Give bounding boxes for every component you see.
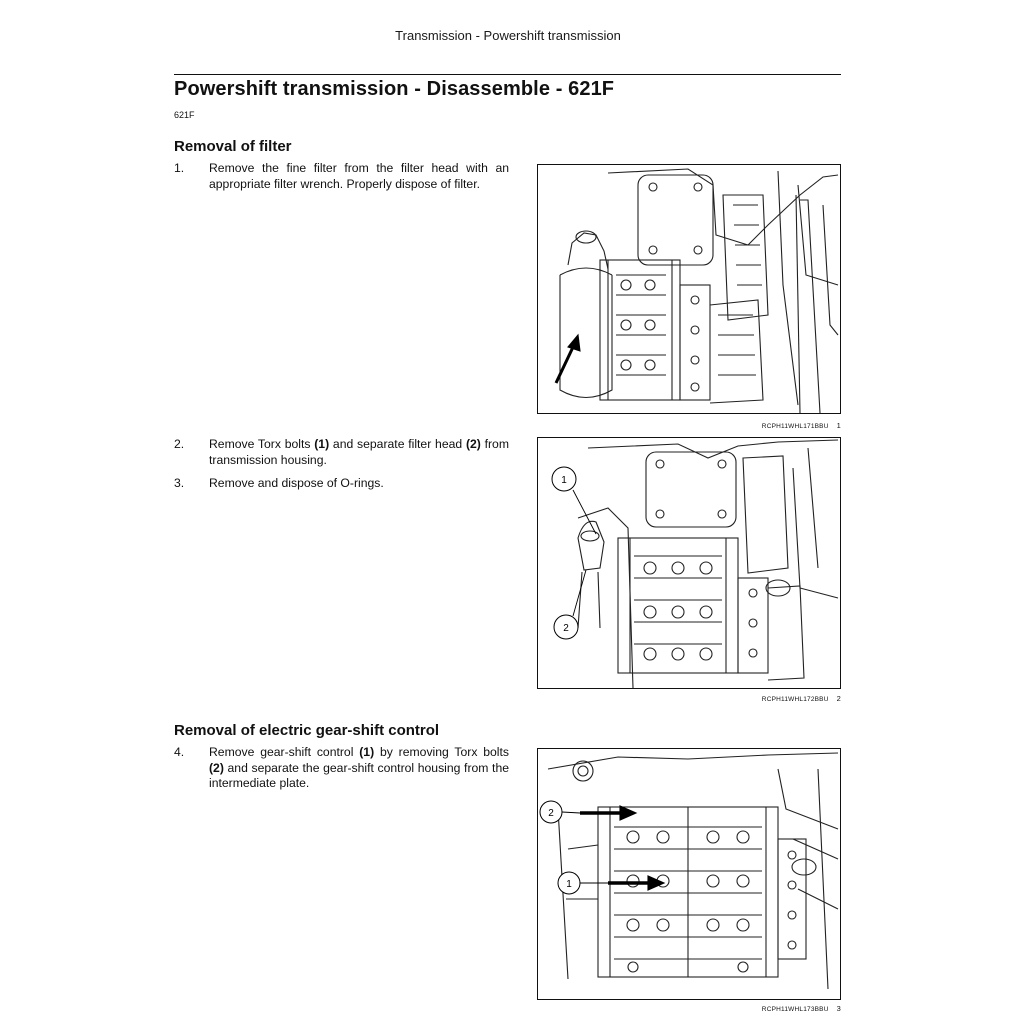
figure-code: RCPH11WHL172BBU bbox=[761, 696, 829, 703]
step-text-part: Remove gear-shift control bbox=[209, 745, 360, 759]
step-text-part: by removing Torx bolts bbox=[374, 745, 509, 759]
callout-label: 2 bbox=[548, 808, 554, 819]
figure-2-filter-head-illustration bbox=[537, 437, 841, 689]
figure-code: RCPH11WHL171BBU bbox=[761, 423, 829, 430]
step-1 bbox=[174, 161, 509, 192]
filter-head-drawing bbox=[538, 438, 840, 688]
step-2 bbox=[174, 437, 509, 468]
step-text-part: Remove Torx bolts bbox=[209, 437, 315, 451]
step-3 bbox=[174, 476, 509, 492]
figure-1-caption bbox=[700, 421, 841, 430]
step-4 bbox=[174, 745, 509, 792]
step-text: Remove and dispose of O-rings. bbox=[209, 476, 384, 490]
step-number: 4. bbox=[174, 745, 185, 759]
section-heading-removal-of-filter: Removal of filter bbox=[174, 138, 292, 155]
callout-ref: (1) bbox=[314, 437, 330, 451]
figure-1-filter-illustration bbox=[537, 164, 841, 414]
callout-ref: (1) bbox=[359, 745, 375, 759]
callout-label: 2 bbox=[563, 623, 569, 634]
step-text-part: and separate the gear-shift control housing from the intermediate plate. bbox=[209, 760, 509, 790]
callout-ref: (2) bbox=[209, 760, 224, 775]
callout-ref: (2) bbox=[465, 437, 481, 451]
figure-code: RCPH11WHL173BBU bbox=[761, 1006, 829, 1013]
step-number: 2. bbox=[174, 437, 185, 451]
step-text bbox=[209, 745, 509, 792]
gear-shift-control-drawing bbox=[538, 749, 840, 999]
step-number: 3. bbox=[174, 476, 185, 490]
step-text-part: from transmission housing. bbox=[209, 437, 509, 467]
transmission-filter-drawing bbox=[538, 165, 840, 413]
figure-number: 2 bbox=[836, 694, 841, 703]
figure-2-caption bbox=[700, 694, 841, 703]
step-text: Remove the fine filter from the filter head with an appropriate filter wrench. Properly dispose of filter. bbox=[209, 161, 509, 191]
step-text bbox=[209, 437, 509, 468]
figure-number: 3 bbox=[836, 1004, 841, 1013]
callout-label: 1 bbox=[566, 879, 572, 890]
step-text-part: and separate filter head bbox=[329, 437, 466, 451]
callout-label: 1 bbox=[561, 475, 567, 486]
page-title: Powershift transmission - Disassemble - 621F bbox=[174, 78, 615, 100]
figure-3-caption bbox=[700, 1004, 841, 1013]
section-heading-removal-of-gear-shift-control: Removal of electric gear-shift control bbox=[174, 722, 440, 739]
figure-number: 1 bbox=[836, 421, 841, 430]
running-header: Transmission - Powershift transmission bbox=[395, 28, 621, 43]
step-number: 1. bbox=[174, 161, 185, 175]
title-rule bbox=[174, 74, 841, 75]
model-tag: 621F bbox=[174, 110, 195, 120]
figure-3-gear-shift-control-illustration bbox=[537, 748, 841, 1000]
